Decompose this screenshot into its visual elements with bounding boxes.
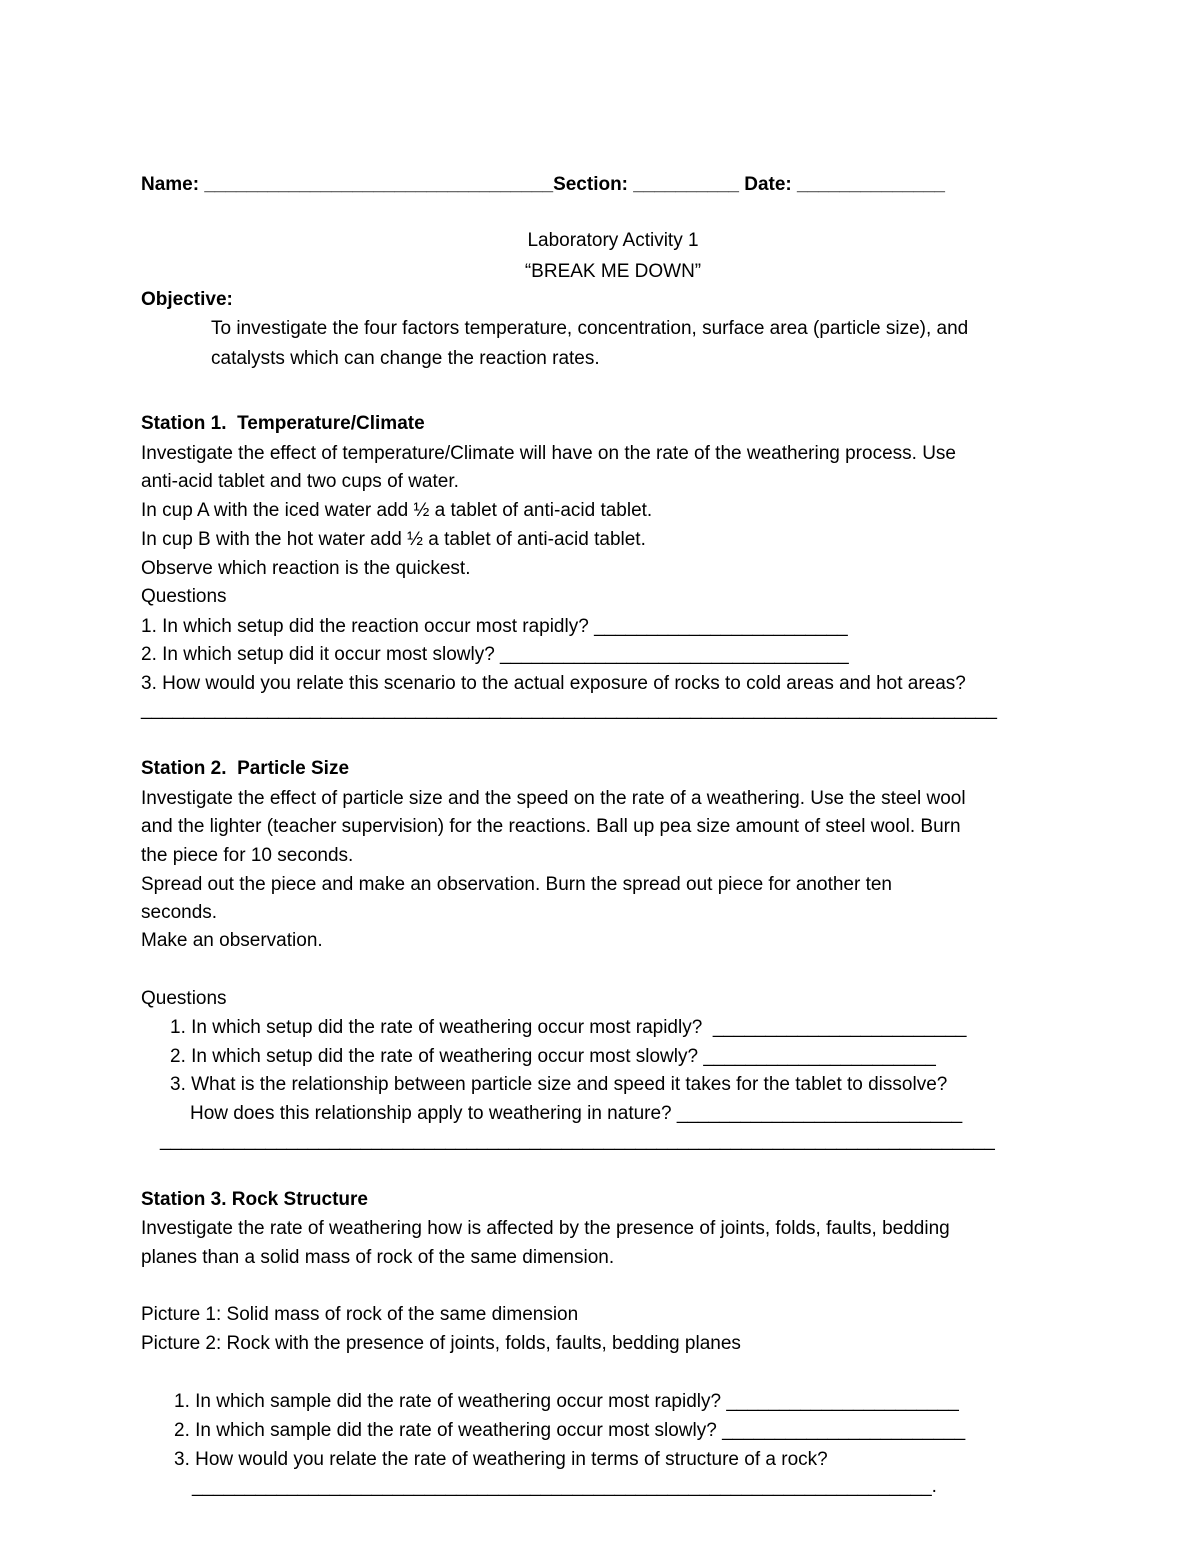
station1-answer-line: _________________________________________________________________________________: [141, 699, 997, 720]
objective-text-line: To investigate the four factors temperature, concentration, surface area (particle size), and: [211, 318, 969, 339]
station2-text-line: Spread out the piece and make an observation. Burn the spread out piece for another ten: [141, 874, 893, 895]
activity-subtitle: “BREAK ME DOWN”: [524, 261, 702, 282]
station2-question-continued: How does this relationship apply to weathering in nature? ___________________________: [190, 1103, 963, 1124]
station1-questions-label: Questions: [141, 586, 227, 607]
station1-text-line: In cup A with the iced water add ½ a tablet of anti-acid tablet.: [141, 500, 653, 521]
station2-text-line: Make an observation.: [141, 930, 323, 951]
header-name-section-date: Name: _________________________________Section: __________ Date: ______________: [141, 174, 945, 195]
station1-text-line: In cup B with the hot water add ½ a tablet of anti-acid tablet.: [141, 529, 646, 550]
objective-heading: Objective:: [141, 289, 233, 310]
station1-question: 3. How would you relate this scenario to the actual exposure of rocks to cold areas and hot areas?: [141, 673, 966, 694]
station2-heading: Station 2. Particle Size: [141, 758, 350, 779]
station1-text-line: Observe which reaction is the quickest.: [141, 558, 471, 579]
station3-question: 1. In which sample did the rate of weathering occur most rapidly? ______________________: [174, 1391, 959, 1412]
station2-text-line: and the lighter (teacher supervision) for the reactions. Ball up pea size amount of steel wool. Burn: [141, 816, 961, 837]
station1-text-line: Investigate the effect of temperature/Climate will have on the rate of the weathering process. Use: [141, 443, 956, 464]
activity-title: Laboratory Activity 1: [527, 230, 699, 251]
station2-question: 1. In which setup did the rate of weathering occur most rapidly? ________________________: [170, 1017, 967, 1038]
station3-text-line: Investigate the rate of weathering how is affected by the presence of joints, folds, faults, bedding: [141, 1218, 950, 1239]
station3-question: 2. In which sample did the rate of weathering occur most slowly? _______________________: [174, 1420, 966, 1441]
station1-text-line: anti-acid tablet and two cups of water.: [141, 471, 459, 492]
station2-text-line: Investigate the effect of particle size and the speed on the rate of a weathering. Use the steel wool: [141, 788, 966, 809]
station3-question: 3. How would you relate the rate of weathering in terms of structure of a rock?: [174, 1449, 828, 1470]
station2-questions-label: Questions: [141, 988, 227, 1009]
station3-picture-caption: Picture 2: Rock with the presence of joints, folds, faults, bedding planes: [141, 1333, 741, 1354]
station2-question: 3. What is the relationship between particle size and speed it takes for the tablet to dissolve?: [170, 1074, 948, 1095]
objective-text-line: catalysts which can change the reaction rates.: [211, 348, 600, 369]
station2-text-line: seconds.: [141, 902, 218, 923]
station3-text-line: planes than a solid mass of rock of the same dimension.: [141, 1247, 615, 1268]
station1-question: 1. In which setup did the reaction occur most rapidly? ________________________: [141, 616, 848, 637]
station2-answer-line: _______________________________________________________________________________: [160, 1130, 995, 1151]
station2-text-line: the piece for 10 seconds.: [141, 845, 354, 866]
station3-heading: Station 3. Rock Structure: [141, 1189, 368, 1210]
station1-heading: Station 1. Temperature/Climate: [141, 413, 425, 434]
station1-question: 2. In which setup did it occur most slowly? _________________________________: [141, 644, 849, 665]
station3-answer-line: ______________________________________________________________________.: [192, 1476, 937, 1497]
station3-picture-caption: Picture 1: Solid mass of rock of the same dimension: [141, 1304, 579, 1325]
station2-question: 2. In which setup did the rate of weathering occur most slowly? ______________________: [170, 1046, 936, 1067]
